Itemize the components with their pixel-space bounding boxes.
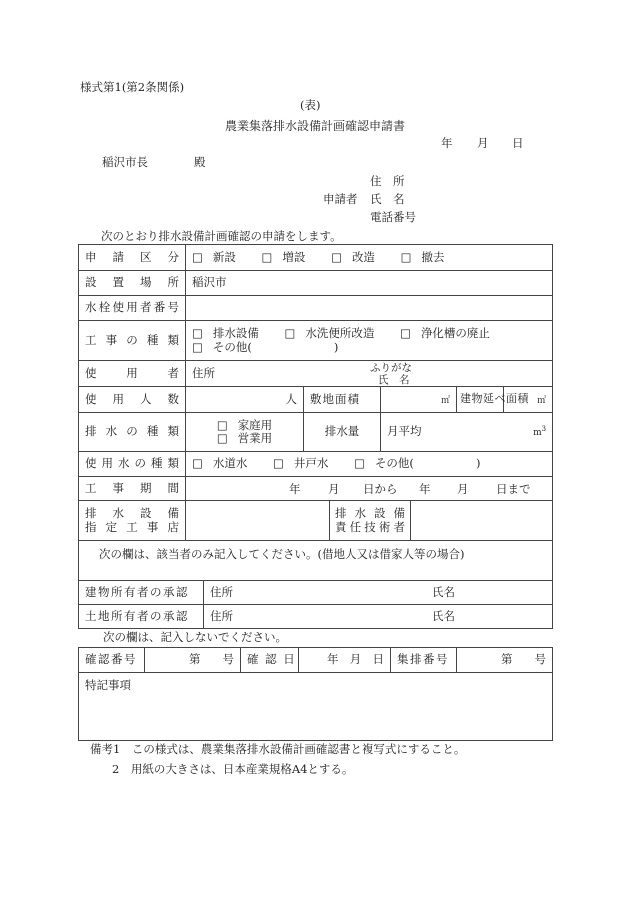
applicant-label: 申請者 xyxy=(323,192,358,206)
row-user xyxy=(79,361,553,387)
water-other-close: ) xyxy=(475,456,481,471)
addressee: 稲沢市長 xyxy=(102,155,148,169)
applicant-phone-label: 電話番号 xyxy=(370,210,416,224)
drainage-volume-unit: $m^3$ xyxy=(533,425,547,439)
land-owner-field[interactable] xyxy=(204,605,553,629)
collective-number-field[interactable] xyxy=(457,648,553,673)
row-hydrant-user-number xyxy=(79,296,553,321)
confirmation-dai: 第 xyxy=(189,652,201,667)
option-flush-toilet-label: 水洗便所改造 xyxy=(305,326,375,341)
drainage-type-label: 排 水 の 種 類 xyxy=(79,413,186,452)
application-table xyxy=(78,244,553,629)
from-month: 月 xyxy=(328,482,340,496)
form-side: (表) xyxy=(300,98,321,112)
location-label: 設 置 場 所 xyxy=(79,271,186,296)
option-septic-abolition-label: 浄化槽の廃止 xyxy=(420,326,490,341)
contractor-label: 排 水 設 備 指 定 工 事 店 xyxy=(79,501,186,541)
checkbox-new[interactable]: □ xyxy=(192,249,203,264)
option-tap-water-label: 水道水 xyxy=(212,456,248,471)
applicant-name-label: 氏 名 xyxy=(370,192,405,206)
checkbox-water-other[interactable]: □ xyxy=(354,456,365,471)
work-period-field[interactable] xyxy=(186,477,553,501)
to-month: 月 xyxy=(457,482,469,496)
option-well-water-label: 井戸水 xyxy=(293,456,329,471)
land-owner-address-label: 住所 xyxy=(210,608,233,623)
land-owner-label: 土地所有者の承認 xyxy=(79,605,204,629)
collective-dai: 第 xyxy=(501,652,513,667)
checkbox-tap-water[interactable]: □ xyxy=(192,456,203,471)
honorific: 殿 xyxy=(194,155,206,169)
confirmation-date-day: 日 xyxy=(372,652,384,667)
row-drainage-type xyxy=(79,413,553,452)
work-type-options xyxy=(186,321,553,361)
checkbox-well-water[interactable]: □ xyxy=(273,456,284,471)
user-address-label: 住所 xyxy=(192,365,215,380)
checkbox-flush-toilet[interactable]: □ xyxy=(284,326,296,341)
date-day: 日 xyxy=(512,136,524,150)
date-year: 年 xyxy=(441,136,453,150)
option-drainage-facility-label: 排水設備 xyxy=(212,326,259,341)
date-month: 月 xyxy=(477,136,489,150)
row-location xyxy=(79,271,553,296)
special-notes-row xyxy=(79,673,553,741)
water-type-options xyxy=(186,452,553,477)
row-building-owner xyxy=(79,581,553,605)
row-occupants xyxy=(79,387,553,413)
confirmation-date-label: 確 認 日 xyxy=(241,648,299,673)
engineer-label: 排 水 設 備 責 任 技 術 者 xyxy=(330,501,411,541)
intro-text: 次のとおり排水設備計画確認の申請をします。 xyxy=(101,229,342,243)
water-type-label: 使 用 水 の 種 類 xyxy=(79,452,186,477)
to-year: 年 xyxy=(419,482,431,496)
drainage-volume-prefix: 月平均 xyxy=(387,424,422,439)
option-expand-label: 増設 xyxy=(282,249,306,264)
confirmation-date-year: 年 xyxy=(327,652,339,667)
row-land-owner xyxy=(79,605,553,629)
option-commercial-label: 営業用 xyxy=(237,431,273,445)
from-day: 日から xyxy=(363,482,398,496)
confirmation-number-field[interactable] xyxy=(145,648,241,673)
office-table xyxy=(78,647,553,741)
drainage-volume-label: 排水量 xyxy=(304,413,381,452)
office-row xyxy=(79,648,553,673)
location-field[interactable]: 稲沢市 xyxy=(186,271,553,296)
collective-go: 号 xyxy=(534,652,546,667)
applicant-address-label: 住 所 xyxy=(370,174,405,188)
to-day: 日まで xyxy=(496,482,531,496)
contractor-field[interactable] xyxy=(186,501,330,541)
land-owner-name-label: 氏名 xyxy=(432,609,455,623)
checkbox-commercial[interactable]: □ xyxy=(216,431,228,445)
site-area-label: 敷地面積 xyxy=(304,387,381,413)
site-area-field[interactable] xyxy=(381,387,457,413)
user-name-label: 氏 名 xyxy=(378,374,410,386)
user-label: 使 用 者 xyxy=(79,361,186,387)
row-work-period xyxy=(79,477,553,501)
option-household-label: 家庭用 xyxy=(237,417,273,432)
option-remove-label: 撤去 xyxy=(421,249,445,264)
option-new-label: 新設 xyxy=(212,249,236,264)
collective-number-label: 集排番号 xyxy=(391,648,457,673)
remark-1: 備考1 この様式は、農業集落排水設備計画確認書と複写式にすること。 xyxy=(90,742,466,756)
row-water-type xyxy=(79,452,553,477)
occupants-unit: 人 xyxy=(285,391,297,406)
option-work-other-label: その他( xyxy=(212,339,252,354)
drainage-volume-field[interactable] xyxy=(381,413,553,452)
work-other-close: ) xyxy=(333,339,339,354)
work-period-label: 工 事 期 間 xyxy=(79,477,186,501)
hydrant-user-number-label: 水 栓 使 用 者 番 号 xyxy=(79,296,186,321)
from-year: 年 xyxy=(289,482,301,496)
form-number: 様式第1(第2条関係) xyxy=(80,80,185,94)
checkbox-modify[interactable]: □ xyxy=(331,249,342,264)
building-owner-address-label: 住所 xyxy=(210,584,233,599)
confirmation-date-field[interactable] xyxy=(299,648,391,673)
special-notes-field[interactable] xyxy=(79,673,553,741)
floor-area-label: 建物延べ面積 xyxy=(457,387,504,413)
special-notes-label: 特記事項 xyxy=(85,678,131,692)
remark-2: 2 用紙の大きさは、日本産業規格A4とする。 xyxy=(112,762,354,776)
occupants-field[interactable] xyxy=(186,387,304,413)
row-work-type xyxy=(79,321,553,361)
drainage-type-options xyxy=(186,413,304,452)
row-tenant-note xyxy=(79,541,553,581)
checkbox-remove[interactable]: □ xyxy=(400,249,412,264)
tenant-note: 次の欄は、該当者のみ記入してください。(借地人又は借家人等の場合) xyxy=(79,541,553,581)
work-type-label: 工 事 の 種 類 xyxy=(79,321,186,361)
building-owner-field[interactable] xyxy=(204,581,553,605)
user-field[interactable] xyxy=(186,361,553,387)
row-application-type xyxy=(79,245,553,271)
site-area-unit: ㎡ xyxy=(440,395,450,406)
confirmation-date-month: 月 xyxy=(349,652,362,667)
checkbox-expand[interactable]: □ xyxy=(261,249,273,264)
user-furigana-label: ふりがな xyxy=(370,362,412,374)
checkbox-household[interactable]: □ xyxy=(216,417,228,432)
application-type-options xyxy=(186,245,553,271)
engineer-field[interactable] xyxy=(411,501,553,541)
building-owner-name-label: 氏名 xyxy=(432,585,455,599)
checkbox-drainage-facility[interactable]: □ xyxy=(192,326,203,341)
confirmation-number-label: 確認番号 xyxy=(79,648,145,673)
option-modify-label: 改造 xyxy=(351,249,375,264)
application-type-label: 申 請 区 分 xyxy=(79,245,186,271)
floor-area-unit: ㎡ xyxy=(537,395,547,406)
checkbox-septic-abolition[interactable]: □ xyxy=(400,326,411,341)
office-note: 次の欄は、記入しないでください。 xyxy=(103,630,287,644)
building-owner-label: 建物所有者の承認 xyxy=(79,581,204,605)
confirmation-go: 号 xyxy=(222,652,234,667)
form-title: 農業集落排水設備計画確認申請書 xyxy=(225,119,406,133)
occupants-label: 使 用 人 数 xyxy=(79,387,186,413)
hydrant-user-number-field[interactable] xyxy=(186,296,553,321)
checkbox-work-other[interactable]: □ xyxy=(192,339,203,354)
row-contractor xyxy=(79,501,553,541)
option-water-other-label: その他( xyxy=(374,456,414,471)
